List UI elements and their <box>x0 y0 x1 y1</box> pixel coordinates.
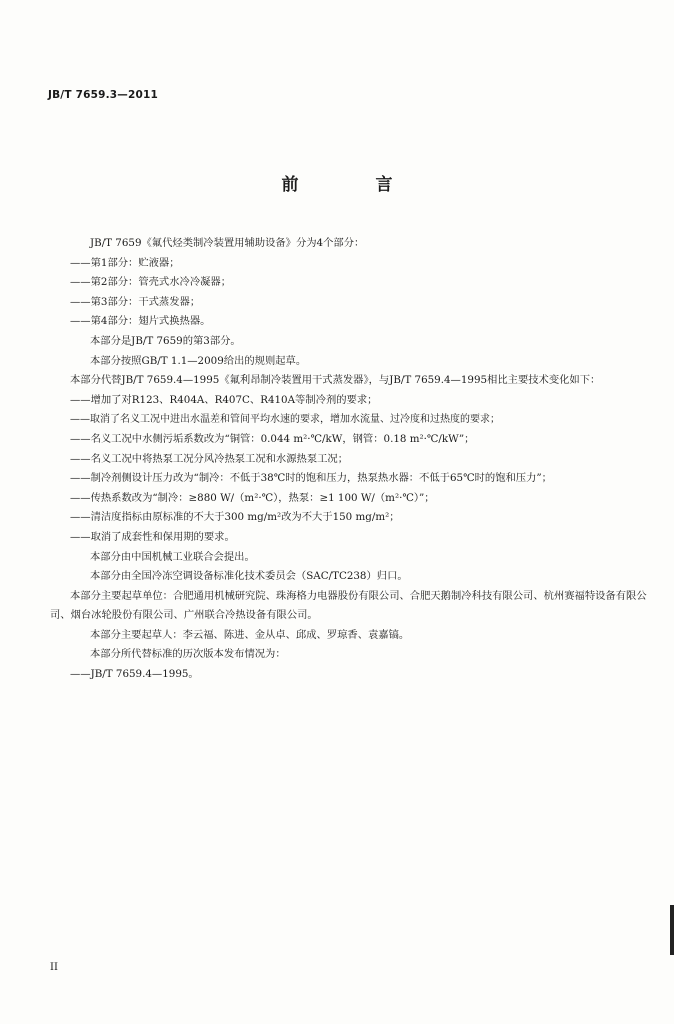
paragraph: 本部分是JB/T 7659的第3部分。 <box>90 334 241 347</box>
list-item: ——名义工况中将热泵工况分风冷热泵工况和水源热泵工况； <box>70 452 349 465</box>
list-item: ——第3部分：干式蒸发器； <box>70 295 201 308</box>
standard-code: JB/T 7659.3—2011 <box>48 89 159 101</box>
list-item: ——名义工况中水侧污垢系数改为“铜管：0.044 m²·℃/kW，钢管：0.18 m²·℃/kW”； <box>70 432 475 445</box>
paragraph: 本部分按照GB/T 1.1—2009给出的规则起草。 <box>90 354 307 367</box>
list-item: ——增加了对R123、R404A、R407C、R410A等制冷剂的要求； <box>70 393 378 406</box>
paragraph: 本部分由中国机械工业联合会提出。 <box>90 550 255 563</box>
list-item: ——第1部分：贮液器； <box>70 256 180 269</box>
list-item: ——制冷剂侧设计压力改为“制冷：不低于38℃时的饱和压力，热泵热水器：不低于65℃时的饱和压力”； <box>70 472 552 485</box>
page-number: II <box>50 962 58 973</box>
paragraph: 本部分代替JB/T 7659.4—1995《氟利昂制冷装置用干式蒸发器》，与JB/T 7659.4—1995相比主要技术变化如下： <box>70 374 601 387</box>
paragraph: 本部分主要起草人：李云福、陈进、金从卓、邱成、罗琼香、袁嘉镐。 <box>90 628 410 641</box>
scan-edge-mark <box>670 905 674 955</box>
list-item: ——取消了名义工况中进出水温差和管间平均水速的要求，增加水流量、过冷度和过热度的要求； <box>70 414 500 426</box>
list-item: ——清洁度指标由原标准的不大于300 mg/m²改为不大于150 mg/m²； <box>70 511 400 524</box>
list-item: ——传热系数改为“制冷：≥880 W/（m²·℃），热泵：≥1 100 W/（m²·℃）”； <box>70 491 435 504</box>
list-item: ——第2部分：管壳式水冷冷凝器； <box>70 276 232 289</box>
paragraph: JB/T 7659《氟代烃类制冷装置用辅助设备》分为4个部分： <box>90 237 365 249</box>
paragraph: 本部分由全国冷冻空调设备标准化技术委员会（SAC/TC238）归口。 <box>90 570 408 583</box>
paragraph: 本部分主要起草单位：合肥通用机械研究院、珠海格力电器股份有限公司、合肥天鹅制冷科技有限公司、杭州赛福特设备有限公司、烟台冰轮股份有限公司、广州联合冷热设备有限公司。 <box>50 589 647 622</box>
paragraph: 本部分所代替标准的历次版本发布情况为： <box>90 648 286 661</box>
list-item: ——取消了成套性和保用期的要求。 <box>70 530 235 543</box>
foreword-body <box>50 234 660 685</box>
list-item: ——JB/T 7659.4—1995。 <box>70 668 199 681</box>
page-title: 前 言 <box>281 175 423 195</box>
list-item: ——第4部分：翅片式换热器。 <box>70 315 211 328</box>
